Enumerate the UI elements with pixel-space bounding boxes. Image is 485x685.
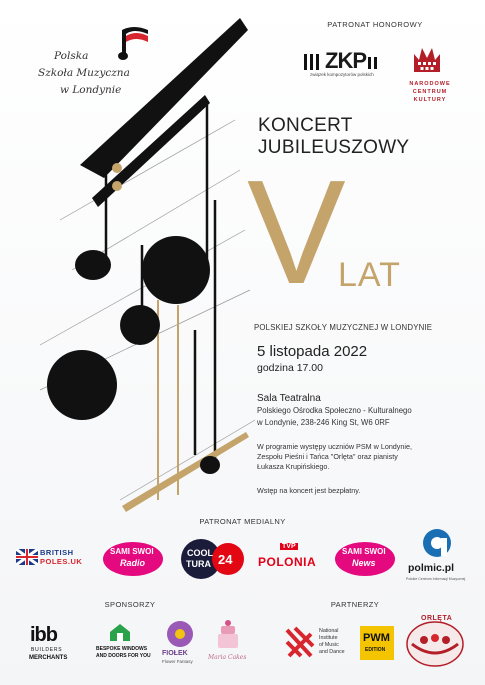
sami-swoi-news-logo xyxy=(334,540,396,578)
nimit-line1: National xyxy=(319,628,339,634)
flower-icon xyxy=(166,620,194,648)
big-numeral: V xyxy=(247,150,346,315)
ibb-line2: BUILDERS xyxy=(31,647,63,653)
sami-swoi-news-line2: News xyxy=(352,558,376,568)
house-icon xyxy=(108,622,132,642)
nck-line1: NARODOWE xyxy=(409,81,451,87)
media-patronage-heading: PATRONAT MEDIALNY xyxy=(199,517,286,526)
pwm-edition: EDITION xyxy=(365,647,386,653)
school-logo xyxy=(30,30,155,120)
zkp-bars-icon xyxy=(303,52,327,72)
nimit-line4: and Dance xyxy=(319,649,345,655)
free-entry-note: Wstęp na koncert jest bezpłatny. xyxy=(257,486,361,495)
cooltura-number: 24 xyxy=(218,552,233,567)
nck-crown-icon xyxy=(412,44,442,74)
nimit-line2: Institute xyxy=(319,635,338,641)
event-date: 5 listopada 2022 xyxy=(257,343,368,360)
school-logo-line1: Polska xyxy=(54,50,89,62)
program-line2: Zespołu Pieśni i Tańca "Orlęta" oraz pianisty xyxy=(257,452,398,461)
zkp-mark: ZKP xyxy=(325,48,366,73)
fiolek-line2: Flower Fantasy xyxy=(162,659,193,664)
maria-cakes-logo xyxy=(206,618,250,668)
venue-address: w Londynie, 238-246 King St, W6 0RF xyxy=(257,418,390,427)
school-logo-line2: Szkoła Muzyczna xyxy=(38,67,130,79)
polmic-caption: Polskie Centrum Informacji Muzycznej xyxy=(406,577,466,581)
british-poles-logo xyxy=(16,547,94,569)
nimit-text xyxy=(319,628,345,656)
tvp-badge: TVP xyxy=(282,543,296,550)
cooltura-line2: TURA xyxy=(186,559,211,569)
pwm-logo xyxy=(360,626,394,660)
nck-line3: KULTURY xyxy=(413,97,447,103)
title-line1: KONCERT xyxy=(258,115,353,136)
tvp-polonia-text: POLONIA xyxy=(258,555,317,569)
pwm-mark: PWM xyxy=(363,632,390,644)
program-line1: W programie występy uczniów PSM w Londynie, xyxy=(257,442,412,451)
bespoke-line1: BESPOKE WINDOWS xyxy=(96,646,148,652)
fiolek-line1: FIOŁEK xyxy=(162,650,188,657)
bespoke-windows-logo xyxy=(96,622,151,666)
ibb-mark: ibb xyxy=(30,624,57,646)
sami-swoi-radio-logo xyxy=(102,540,164,578)
bespoke-line2: AND DOORS FOR YOU xyxy=(96,653,151,659)
title-line2: JUBILEUSZOWY xyxy=(258,137,410,158)
ibb-line3: MERCHANTS xyxy=(29,655,68,661)
program-line3: Łukasza Krupińskiego. xyxy=(257,462,330,471)
sami-swoi-radio-line2: Radio xyxy=(120,558,146,568)
tvp-polonia-logo xyxy=(258,543,324,573)
british-poles-line2: POLES.UK xyxy=(40,557,83,566)
polmic-logo xyxy=(404,528,474,586)
orleta-text: ORLĘTA xyxy=(421,615,453,622)
zkp-caption: związek kompozytorów polskich xyxy=(310,72,374,77)
venue-line2: Polskiego Ośrodka Społeczno - Kulturalnego xyxy=(257,406,412,415)
program-text xyxy=(257,442,412,472)
sponsors-heading: SPONSORZY xyxy=(104,600,156,609)
nck-logo-text xyxy=(398,80,462,104)
british-poles-line1: BRITISH xyxy=(40,548,74,557)
nimit-line3: of Music xyxy=(319,642,339,648)
orleta-logo xyxy=(404,614,466,668)
maria-cakes-text: Maria Cakes xyxy=(208,654,247,661)
partners-heading: PARTNERZY xyxy=(330,600,380,609)
school-logo-line3: w Londynie xyxy=(60,84,122,96)
cooltura-line1: COOL xyxy=(187,548,213,558)
orleta-emblem-icon xyxy=(404,614,466,668)
venue-name: Sala Teatralna xyxy=(257,393,321,404)
cake-icon xyxy=(212,618,244,652)
nck-line2: CENTRUM xyxy=(412,89,448,95)
honorary-patronage-heading: PATRONAT HONOROWY xyxy=(327,20,423,29)
fiolek-logo xyxy=(158,620,202,668)
school-subtitle: POLSKIEJ SZKOŁY MUZYCZNEJ W LONDYNIE xyxy=(254,323,433,332)
note-flag-icon xyxy=(118,24,158,60)
nimit-mark-icon xyxy=(285,626,315,662)
nimit-logo xyxy=(285,626,355,666)
sami-swoi-radio-line1: SAMI SWOI xyxy=(110,547,154,556)
polmic-mark-icon xyxy=(422,528,452,558)
zkp-right-bars-icon xyxy=(367,54,381,72)
polmic-text: polmic.pl xyxy=(408,562,455,574)
sami-swoi-news-line1: SAMI SWOI xyxy=(342,547,386,556)
lat-label: LAT xyxy=(338,256,401,294)
ibb-logo xyxy=(28,624,73,666)
event-time: godzina 17.00 xyxy=(257,362,323,374)
cooltura24-logo xyxy=(180,538,245,580)
uk-flag-icon xyxy=(16,549,38,565)
